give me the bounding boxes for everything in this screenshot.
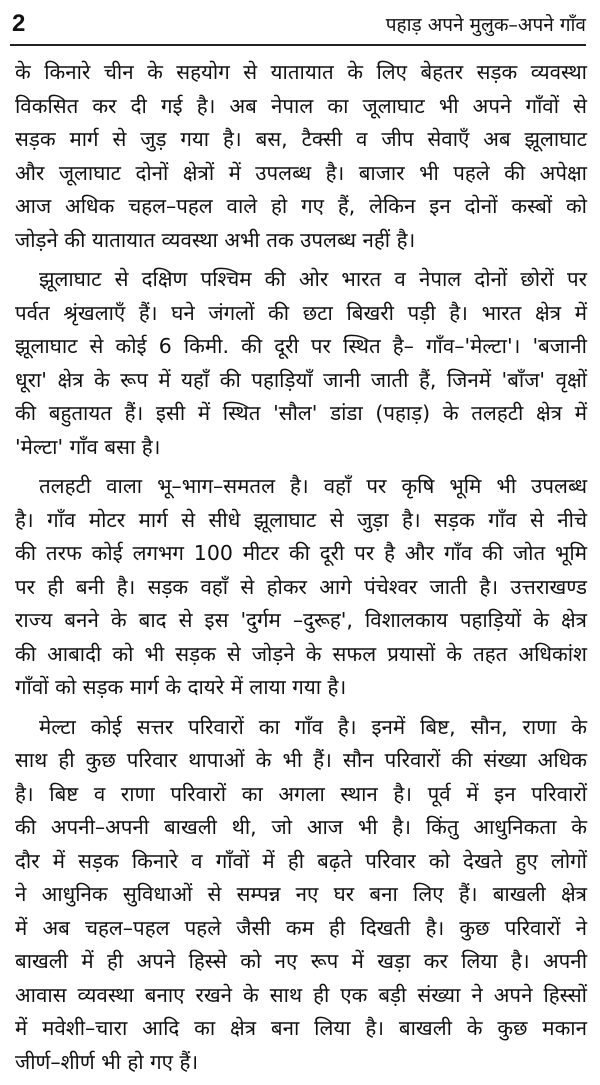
text-line: जोड़ने की यातायात व्यवस्था अभी तक उपलब्ध नहीं है। — [15, 227, 416, 252]
text-line: धूरा' क्षेत्र के रूप में यहाँ की पहाड़ियाँ जानी जाती हैं, जिनमें 'बाँज' वृक्षों — [15, 367, 587, 392]
body-text — [15, 56, 587, 1085]
text-line: और जूलाघाट दोनों क्षेत्रों में उपलब्ध है। बाजार भी पहले की अपेक्षा — [15, 160, 587, 185]
text-line: पर ही बनी है। सड़क वहाँ से होकर आगे पंचेश्वर जाती है। उत्तराखण्ड — [15, 574, 587, 599]
text-line: पर्वत श्रृंखलाएँ हैं। घने जंगलों की छटा बिखरी पड़ी है। भारत क्षेत्र में — [15, 300, 587, 325]
paragraph-1 — [15, 56, 587, 257]
text-line: की अपनी–अपनी बाखली थी, जो आज भी है। किंतु आधुनिकता के — [15, 815, 587, 839]
text-line: है। बिष्ट व राणा परिवारों का अगला स्थान है। पूर्व में इन परिवारों — [15, 781, 587, 806]
text-line: आज अधिक चहल–पहल वाले हो गए हैं, लेकिन इन दोनों कस्बों को — [15, 194, 587, 218]
text-line: की आबादी को भी सड़क से जोड़ने के सफल प्रयासों के तहत अधिकांश — [15, 641, 587, 666]
paragraph-2 — [15, 263, 587, 464]
text-line: मेल्टा कोई सत्तर परिवारों का गाँव है। इनमें बिष्ट, सौन, राणा के — [39, 714, 587, 739]
paragraph-4 — [15, 711, 587, 1080]
text-line: राज्य बनने के बाद से इस 'दुर्गम –दुरूह', विशालकाय पहाड़ियों के क्षेत्र — [15, 608, 587, 632]
page-number: 2 — [12, 10, 26, 37]
text-line: दौर में सड़क किनारे व गाँवों में ही बढ़ते परिवार को देखते हुए लोगों — [15, 848, 587, 873]
text-line: में मवेशी–चारा आदि का क्षेत्र बना लिया है। बाखली के कुछ मकान — [15, 1016, 587, 1040]
text-line: विकसित कर दी गई है। अब नेपाल का जूलाघाट भी अपने गाँवों से — [15, 93, 587, 118]
text-line: की बहुतायत हैं। इसी में स्थित 'सौल' डांडा (पहाड़) के तलहटी क्षेत्र में — [15, 401, 587, 425]
text-line: आवास व्यवस्था बनाए रखने के साथ ही एक बड़ी संख्या ने अपने हिस्सों — [15, 982, 587, 1007]
text-line: में अब चहल–पहल पहले जैसी कम ही दिखती है। कुछ परिवारों ने — [15, 915, 587, 940]
text-line: झूलाघाट से कोई 6 किमी. की दूरी पर स्थित है– गाँव–'मेल्टा'। 'बजानी — [15, 334, 587, 358]
text-line: सड़क मार्ग से जुड़ गया है। बस, टैक्सी व जीप सेवाएँ अब झूलाघाट — [15, 127, 587, 151]
text-line: जीर्ण–शीर्ण भी हो गए हैं। — [15, 1049, 199, 1074]
paragraph-3 — [15, 470, 587, 705]
text-line: झूलाघाट से दक्षिण पश्चिम की ओर भारत व नेपाल दोनों छोरों पर — [39, 267, 587, 291]
text-line: के किनारे चीन के सहयोग से यातायात के लिए बेहतर सड़क व्यवस्था — [15, 60, 587, 84]
text-line: 'मेल्टा' गाँव बसा है। — [15, 434, 161, 459]
text-line: है। गाँव मोटर मार्ग से सीधे झूलाघाट से जुड़ा है। सड़क गाँव से नीचे — [15, 507, 587, 532]
text-line: ने आधुनिक सुविधाओं से सम्पन्न नए घर बना लिए हैं। बाखली क्षेत्र — [15, 882, 587, 906]
text-line: गाँवों को सड़क मार्ग के दायरे में लाया गया है। — [15, 675, 347, 699]
running-title: पहाड़ अपने मुलुक–अपने गाँव — [385, 14, 586, 36]
text-line: तलहटी वाला भू–भाग–समतल है। वहाँ पर कृषि भूमि भी उपलब्ध — [39, 474, 587, 498]
text-line: बाखली में ही अपने हिस्से को नए रूप में खड़ा कर लिया है। अपनी — [15, 949, 587, 973]
text-line: की तरफ कोई लगभग 100 मीटर की दूरी पर है और गाँव की जोत भूमि — [15, 541, 587, 565]
page-header — [10, 4, 586, 46]
text-line: साथ ही कुछ परिवार थापाओं के भी हैं। सौन परिवारों की संख्या अधिक — [15, 748, 587, 772]
